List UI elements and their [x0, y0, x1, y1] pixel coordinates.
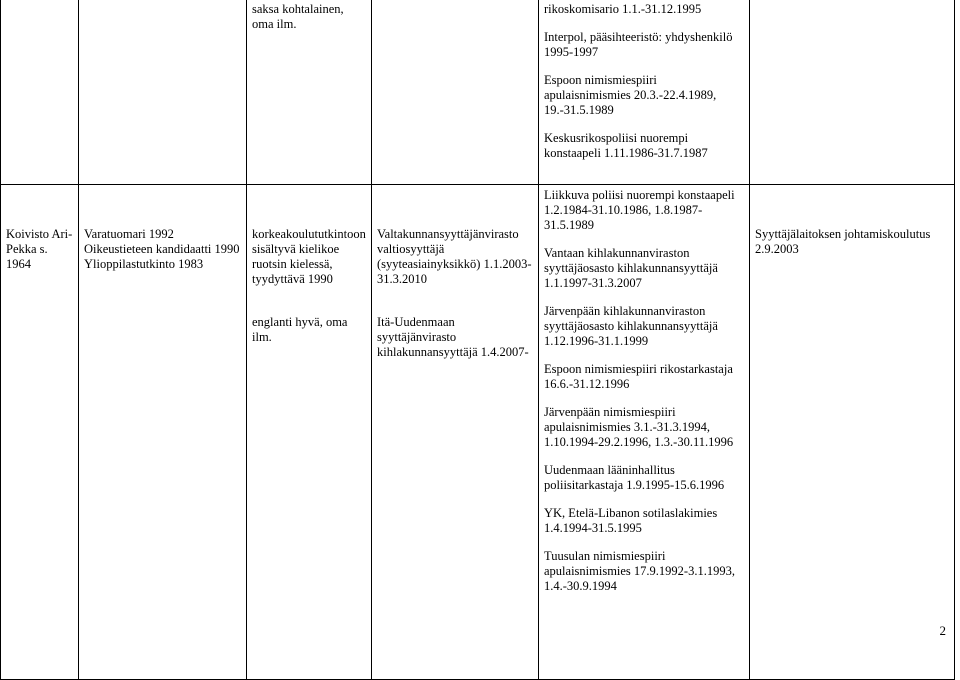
- language-entry: englanti hyvä, oma ilm.: [252, 315, 348, 344]
- education-entry: Ylioppilastutkinto 1983: [84, 257, 204, 271]
- career-entry: Vantaan kihlakunnanviraston syyttäjäosasto kihlakunnansyyttäjä 1.1.1997-31.3.2007: [544, 246, 718, 290]
- career-cell-top: [539, 0, 750, 185]
- career-entry: Järvenpään kihlakunnanviraston syyttäjäosasto kihlakunnansyyttäjä 1.12.1996-31.1.1999: [544, 304, 718, 348]
- career-entry: Interpol, pääsihteeristö: yhdyshenkilö 1995-1997: [544, 30, 733, 59]
- career-cell: [539, 185, 750, 680]
- training-cell: [750, 185, 955, 680]
- career-entry: YK, Etelä-Libanon sotilaslakimies 1.4.1994-31.5.1995: [544, 506, 718, 535]
- position-entry: Valtakunnansyyttäjänvirasto valtiosyyttäjä (syyteasiainyksikkö) 1.1.2003-31.3.2010: [377, 227, 532, 286]
- position-entry: Itä-Uudenmaan syyttäjänvirasto kihlakunnansyyttäjä 1.4.2007-: [377, 315, 529, 359]
- languages-tail: saksa kohtalainen, oma ilm.: [252, 2, 344, 31]
- career-entry: Uudenmaan lääninhallitus poliisitarkastaja 1.9.1995-15.6.1996: [544, 463, 725, 492]
- language-entry: korkeakoulututkintoon sisältyvä kielikoe ruotsin kielessä, tyydyttävä 1990: [252, 227, 366, 286]
- positions-cell-top: [372, 0, 539, 185]
- name-cell: [1, 185, 79, 680]
- table-row-main: [1, 185, 955, 680]
- table-row-top: [1, 0, 955, 185]
- education-cell-top: [79, 0, 247, 185]
- career-entry: Tuusulan nimismiespiiri apulaisnimismies 17.9.1992-3.1.1993, 1.4.-30.9.1994: [544, 549, 735, 593]
- education-entry: Varatuomari 1992: [84, 227, 174, 241]
- career-entry: Järvenpään nimismiespiiri apulaisnimismies 3.1.-31.3.1994, 1.10.1994-29.2.1996, 1.3.-30.11.1996: [544, 405, 734, 449]
- career-entry: rikoskomisario 1.1.-31.12.1995: [544, 2, 702, 16]
- person-name: Koivisto Ari-Pekka s. 1964: [6, 227, 73, 271]
- career-entry: Espoon nimismiespiiri apulaisnimismies 20.3.-22.4.1989, 19.-31.5.1989: [544, 73, 717, 117]
- training-cell-top: [750, 0, 955, 185]
- career-entry: Espoon nimismiespiiri rikostarkastaja 16.6.-31.12.1996: [544, 362, 733, 391]
- training-entry: Syyttäjälaitoksen johtamiskoulutus 2.9.2003: [755, 227, 931, 256]
- career-entry: Liikkuva poliisi nuorempi konstaapeli 1.2.1984-31.10.1986, 1.8.1987-31.5.1989: [544, 188, 735, 232]
- positions-cell: [372, 185, 539, 680]
- education-cell: [79, 185, 247, 680]
- page-number: 2: [939, 623, 946, 638]
- languages-cell: [247, 185, 372, 680]
- career-entry: Keskusrikospoliisi nuorempi konstaapeli 1.11.1986-31.7.1987: [544, 131, 708, 160]
- education-entry: Oikeustieteen kandidaatti 1990: [84, 242, 240, 256]
- languages-cell-top: [247, 0, 372, 185]
- name-cell-top: [1, 0, 79, 185]
